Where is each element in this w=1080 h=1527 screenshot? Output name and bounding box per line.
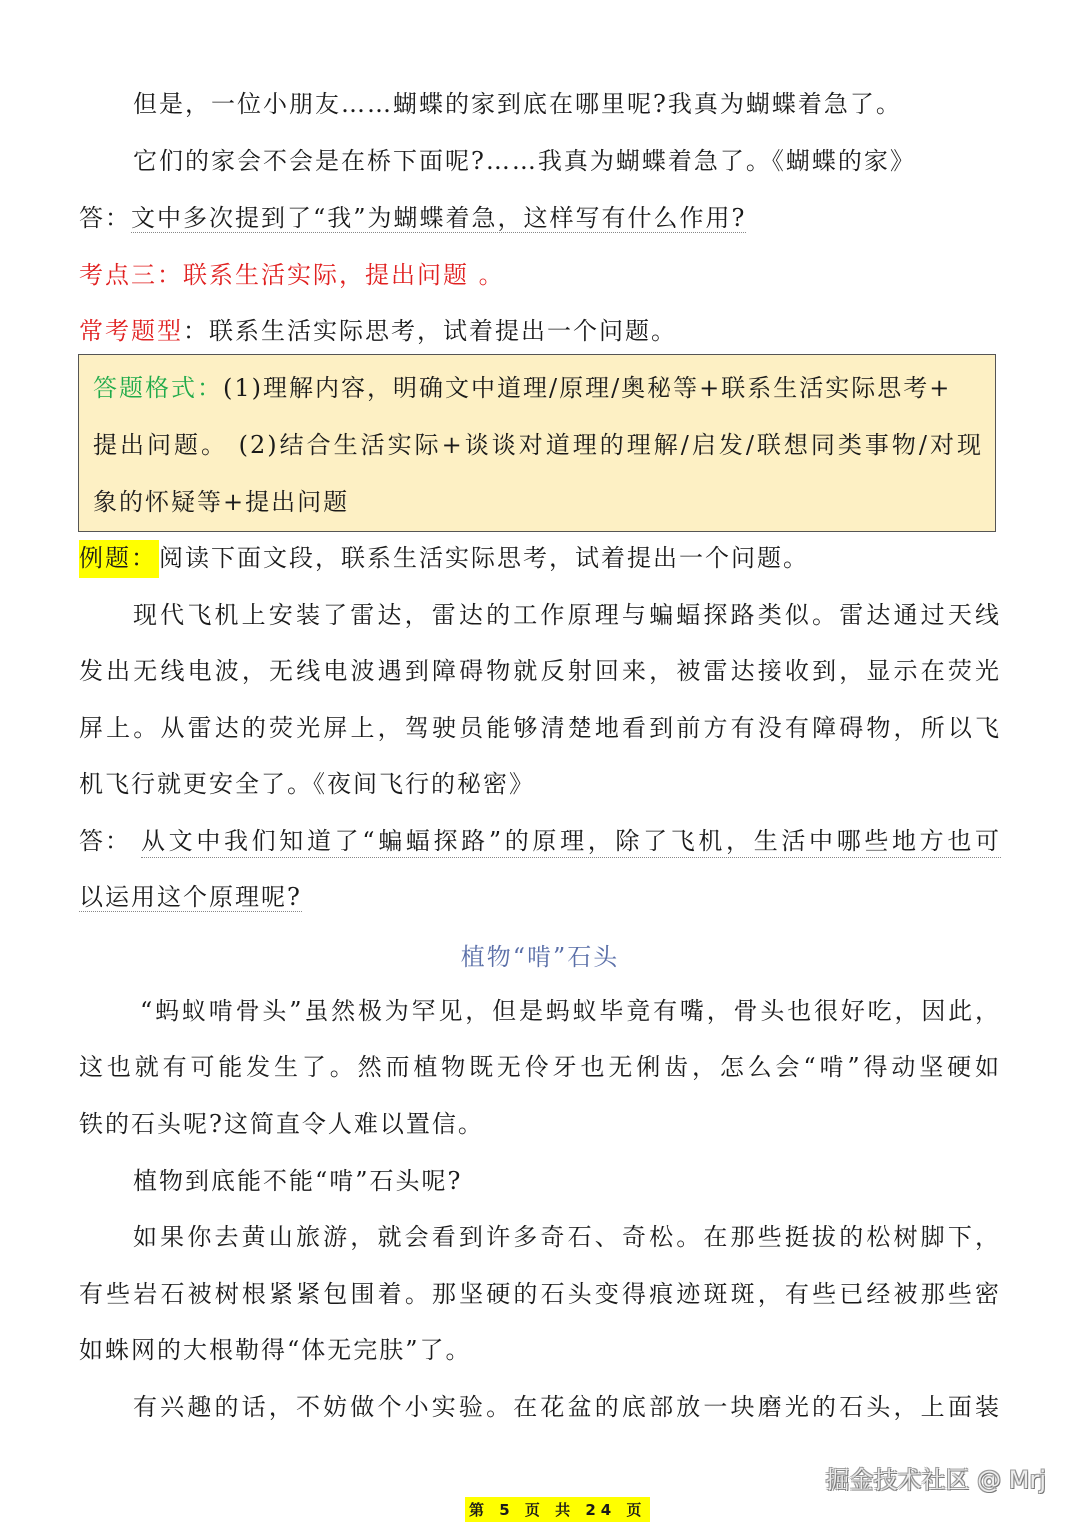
format-line	[93, 371, 973, 405]
article-line: 有兴趣的话，不妨做个小实验。在花盆的底部放一块磨光的石头，上面装	[133, 1393, 1001, 1421]
answer-text: 以运用这个原理呢?	[79, 883, 302, 911]
watermark: 掘金技术社区 @ Mrj	[825, 1466, 1046, 1494]
answer-text: 文中多次提到了“我”为蝴蝶着急，这样写有什么作用?	[131, 204, 747, 232]
passage-line: 机飞行就更安全了。《夜间飞行的秘密》	[79, 770, 535, 798]
text-line: 它们的家会不会是在桥下面呢?……我真为蝴蝶着急了。《蝴蝶的家》	[133, 147, 916, 175]
article-line: “蚂蚁啃骨头”虽然极为罕见，但是蚂蚁毕竟有嘴，骨头也很好吃，因此，	[140, 997, 1001, 1025]
passage-line: 屏上。从雷达的荧光屏上，驾驶员能够清楚地看到前方有没有障碍物，所以飞	[79, 714, 1001, 742]
article-line: 铁的石头呢?这简直令人难以置信。	[79, 1110, 484, 1138]
article-line: 植物到底能不能“啃”石头呢?	[133, 1167, 463, 1195]
article-line: 这也就有可能发生了。然而植物既无伶牙也无俐齿，怎么会“啃”得动坚硬如	[79, 1053, 1001, 1081]
answer-1	[79, 201, 1001, 235]
article-title: 植物“啃”石头	[460, 943, 620, 971]
answer-label: 答：	[79, 827, 131, 855]
format-line: 提出问题。 (2)结合生活实际+谈谈对道理的理解/启发/联想同类事物/对现	[93, 431, 983, 459]
question-type-label: 常考题型	[79, 317, 183, 345]
article-line: 如果你去黄山旅游，就会看到许多奇石、奇松。在那些挺拔的松树脚下，	[133, 1223, 1001, 1251]
question-type	[79, 314, 1001, 348]
answer-label: 答：	[79, 204, 131, 232]
example-text: 阅读下面文段，联系生活实际思考，试着提出一个问题。	[159, 544, 809, 572]
answer-2	[79, 824, 1001, 858]
question-type-text: ：联系生活实际思考，试着提出一个问题。	[183, 317, 677, 345]
answer-text: 从文中我们知道了“蝙蝠探路”的原理，除了飞机，生活中哪些地方也可	[141, 824, 1001, 858]
example-label: 例题：	[79, 540, 159, 578]
point-heading: 考点三：联系生活实际，提出问题 。	[79, 261, 505, 289]
passage-line: 发出无线电波，无线电波遇到障碍物就反射回来，被雷达接收到，显示在荧光	[79, 657, 1001, 685]
example	[79, 541, 1001, 575]
article-line: 如蛛网的大根勒得“体无完肤”了。	[79, 1336, 472, 1364]
format-line: 象的怀疑等+提出问题	[93, 488, 350, 516]
passage-line: 现代飞机上安装了雷达，雷达的工作原理与蝙蝠探路类似。雷达通过天线	[133, 601, 1001, 629]
page-indicator: 第 5 页 共 24 页	[465, 1497, 650, 1522]
format-text: (1)理解内容，明确文中道理/原理/奥秘等+联系生活实际思考+	[223, 374, 952, 402]
answer-2-cont	[79, 880, 1001, 914]
format-label: 答题格式：	[93, 374, 223, 402]
text-line: 但是，一位小朋友……蝴蝶的家到底在哪里呢?我真为蝴蝶着急了。	[133, 90, 902, 118]
article-line: 有些岩石被树根紧紧包围着。那坚硬的石头变得痕迹斑斑，有些已经被那些密	[79, 1280, 1001, 1308]
